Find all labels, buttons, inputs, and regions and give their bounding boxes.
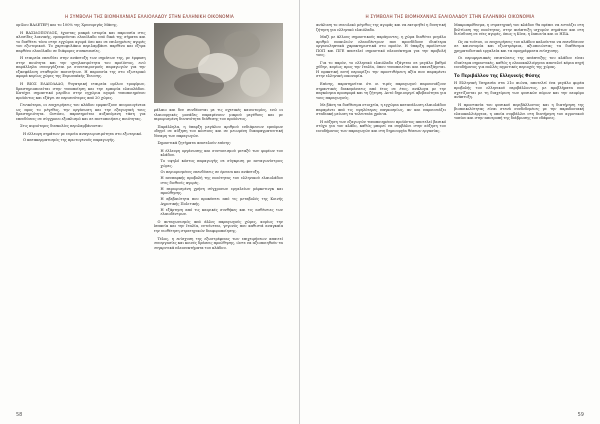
right-column-2 <box>454 23 584 401</box>
left-columns <box>16 23 283 401</box>
paragraph: Ο ανταγωνισμός από άλλες παραγωγούς χώρες, κυρίως την Ισπανία και την Ιταλία, εντείνεται, γεγονός που καθιστά αναγκαία την υιοθέτηση στρατηγικών διαφοροποίησης. <box>153 219 283 234</box>
paragraph: Οι περιφερειακές επιπτώσεις της ανάπτυξης του κλάδου είναι ιδιαίτερα σημαντικές, καθώς η ελαιοκαλλιέργεια αποτελεί κύρια πηγή εισοδήματος για πολλές αγροτικές περιοχές της χώρας. <box>454 56 584 70</box>
page-number: 59 <box>577 412 584 418</box>
section-heading: Το Περιβάλλον της Ελληνικής Φύσης <box>454 72 541 78</box>
list-item: • Το υψηλό κόστος παραγωγής σε σύγκριση με ανταγωνίστριες χώρες. <box>161 159 284 168</box>
running-header: Η ΣΥΜΒΟΛΗ ΤΗΣ ΒΙΟΜΗΧΑΝΙΑΣ ΕΛΑΙΟΛΑΔΟΥ ΣΤΗΝ ΕΛΛΗΝΙΚΗ ΟΙΚΟΝΟΜΙΑ <box>365 14 535 19</box>
paragraph: ομίλου ΒΑΛΕΤΕΡ) και το 100% της Χρυσοριγάς Μάνης. <box>16 23 118 27</box>
paragraph: Παράλληλα, η ύπαρξη μεγάλου αριθμού ενδιάμεσων εμπόρων οδηγεί σε αύξηση του κόστους και σε μειωμένη διαπραγματευτική δύναμη των παραγωγών. <box>153 124 283 138</box>
paragraph: Η Ελληνική Υπηρεσία στα 21ο αιώνα, αποτελεί ένα μεγάλο φορέα προβολής του ελληνικού περιβάλλοντος, με προβλήματα που σχετίζονται με τη διαχείριση των φυσικών πόρων και την αειφόρο ανάπτυξη. <box>454 81 584 100</box>
paragraph: Στις κυριότερες δυσκολίες περιλαμβάνονται: <box>20 124 103 129</box>
right-page <box>300 0 600 424</box>
page-number: 58 <box>16 412 23 418</box>
list-item: • Η έλλειψη σημάτων με ευρεία αναγνωρισιμότητα στο εξωτερικό. <box>23 132 146 137</box>
list-item: • Ο κατακερματισμός της πρωτογενούς παραγωγής. <box>23 138 146 143</box>
paragraph: Η εταιρεία επενδύει στην ανάπτυξη των σημάτων της, με έμφαση στην ποιότητα και την ιχνηλασιμότητα του προϊόντος, ενώ παράλληλα συνεργάζεται με συνεταιρισμούς παραγωγών για την εξασφάλιση σταθερών ποσοτήτων. Η παρουσία της στο εξωτερικό αφορά κυρίως χώρες της Ευρωπαϊκής Ένωσης. <box>16 56 146 79</box>
running-header: Η ΣΥΜΒΟΛΗ ΤΗΣ ΒΙΟΜΗΧΑΝΙΑΣ ΕΛΑΙΟΛΑΔΟΥ ΣΤΗΝ ΕΛΛΗΝΙΚΗ ΟΙΚΟΝΟΜΙΑ <box>65 14 234 19</box>
paragraph: φάλαιο και δεν συνδέονται με τις σχετικές καινοτομίες, ενώ οι ελαιουργικές μονάδες παραμένουν μικρού μεγέθους και με περιορισμένη δυνατότητα διάθεσης του προϊόντος. <box>153 108 283 122</box>
left-column-2 <box>154 23 284 401</box>
list-item: • Η περιορισμένη χρήση σύγχρονων εργαλείων μάρκετινγκ και προώθησης. <box>161 187 284 196</box>
paragraph: Μαζί με άλλους σημαντικούς παράγοντες, η χώρα διαθέτει μεγάλο αριθμό ποικιλιών ελαιοδέντρων που προσδίδουν ιδιαίτερα οργανοληπτικά χαρακτηριστικά στο προϊόν. Η ύπαρξη προϊόντων ΠΟΠ και ΠΓΕ αποτελεί σημαντικό πλεονέκτημα για την προβολή τους. <box>316 35 446 58</box>
bullet-list <box>16 132 146 143</box>
left-column-1 <box>16 23 146 401</box>
paragraph: Γενικότερα, οι επιχειρήσεις του κλάδου εμφανίζουν ανομοιογένεια ως προς το μέγεθος, την οργάνωση και την εξαγωγική τους δραστηριότητα. Ωστόσο, παρατηρείται αυξανόμενη τάση για επενδύσεις σε σύγχρονο εξοπλισμό και σε πιστοποιήσεις ποιότητας. <box>16 103 146 121</box>
paragraph: Η ΒΑΣΙΛΟΠΟΥΛΟΣ, έχοντας μακρά ιστορία και παρουσία στις αλυσίδες λιανικής, εμπορεύεται ελαιόλαδο υπό δικά της σήματα και το διαθέτει τόσο στην εγχώρια αγορά όσο και σε επιλεγμένες αγορές του εξωτερικού. Το χαρτοφυλάκιο περιλαμβάνει παρθένο και έξτρα παρθένο ελαιόλαδο σε διάφορες συσκευασίες. <box>16 30 146 53</box>
paragraph: Η ΒΙΟΣ ΕΛΑΙΟΛΑΔΟ, θυγατρική εταιρεία ομίλου τροφίμων, δραστηριοποιείται στην τυποποίηση και την εμπορία ελαιολάδου. Κατέχει σημαντικό μερίδιο στην εγχώρια αγορά τυποποιημένου προϊόντος και εξάγει σε περισσότερες από 20 χώρες. <box>16 82 146 100</box>
paragraph: Με βάση τα διαθέσιμα στοιχεία, η εγχώρια κατανάλωση ελαιολάδου παραμένει από τις υψηλότερες παγκοσμίως, αν και παρουσιάζει σταδιακή μείωση τα τελευταία χρόνια. <box>316 103 446 117</box>
paragraph: Η αύξηση των εξαγωγών τυποποιημένου προϊόντος αποτελεί βασικό στόχο για τον κλάδο, καθώς μπορεί να συμβάλει στην αύξηση του εισοδήματος των παραγωγών και στη δημιουργία θέσεων εργασίας. <box>316 119 446 133</box>
paragraph: ανάλυση το συνολικό μέγεθος της αγοράς και να εκτιμηθεί η δυνητική ζήτηση για ελληνικό ελαιόλαδο. <box>316 23 446 32</box>
list-item: • Η έλλειψη οργάνωσης και συντονισμού μεταξύ των φορέων του κλάδου. <box>161 149 284 158</box>
list-item: • Η εξάρτηση από τις καιρικές συνθήκες και τις ασθένειες των ελαιοδέντρων. <box>161 208 284 217</box>
paragraph: Ως εκ τούτου, οι επιχειρήσεις του κλάδου καλούνται να επενδύσουν σε καινοτομία και εξωστρέφεια, αξιοποιώντας τα διαθέσιμα χρηματοδοτικά εργαλεία και τα προγράμματα ενίσχυσης. <box>454 39 584 53</box>
paragraph: Μακροπρόθεσμα, η στρατηγική του κλάδου θα πρέπει να εστιάζει στη βελτίωση της ποιότητας, στην ανάπτυξη ισχυρών σημάτων και στη διείσδυση σε νέες αγορές, όπως η Κίνα, η Ιαπωνία και οι ΗΠΑ. <box>454 23 584 37</box>
list-item: • Οι περιορισμένες επενδύσεις σε έρευνα και ανάπτυξη. <box>161 170 284 175</box>
list-item: • Η αβεβαιότητα που προκύπτει από τις μεταβολές της Κοινής Αγροτικής Πολιτικής. <box>161 197 284 206</box>
right-column-1 <box>316 23 446 401</box>
right-columns <box>316 23 584 401</box>
paragraph: Τέλος, η ενίσχυση της εξωστρέφειας των επιχειρήσεων απαιτεί συνεργασίες και κοινές δράσεις προώθησης, ώστε να αξιοποιηθούν τα συγκριτικά πλεονεκτήματα του κλάδου. <box>153 236 283 250</box>
paragraph: Η προστασία του φυσικού περιβάλλοντος και η διατήρηση της βιοποικιλότητας είναι στενά συνδεδεμένες με την παραδοσιακή ελαιοκαλλιέργεια, η οποία συμβάλλει στη διατήρηση του αγροτικού τοπίου και στην αποτροπή της διάβρωσης του εδάφους. <box>454 102 584 121</box>
bullet-list <box>154 149 284 217</box>
paragraph: Επίσης, παρατηρείται ότι οι τιμές παραγωγού παρουσιάζουν σημαντικές διακυμάνσεις από έτος σε έτος, ανάλογα με την παγκόσμια προσφορά και τη ζήτηση. Αυτό δημιουργεί αβεβαιότητα για τους παραγωγούς. <box>316 82 446 100</box>
olive-photo <box>154 23 284 103</box>
list-item: • Η ανεπαρκής προβολή της ποιότητας του ελληνικού ελαιολάδου στις διεθνείς αγορές. <box>161 176 284 185</box>
paragraph: Για το παρόν, το ελληνικό ελαιόλαδο εξάγεται σε μεγάλο βαθμό χύδην, κυρίως προς την Ιταλία, όπου τυποποιείται και επανεξάγεται. Η πρακτική αυτή περιορίζει την προστιθέμενη αξία που παραμένει στην ελληνική οικονομία. <box>316 60 446 79</box>
paragraph: Σημαντικά ζητήματα αποτελούν επίσης: <box>157 141 232 146</box>
